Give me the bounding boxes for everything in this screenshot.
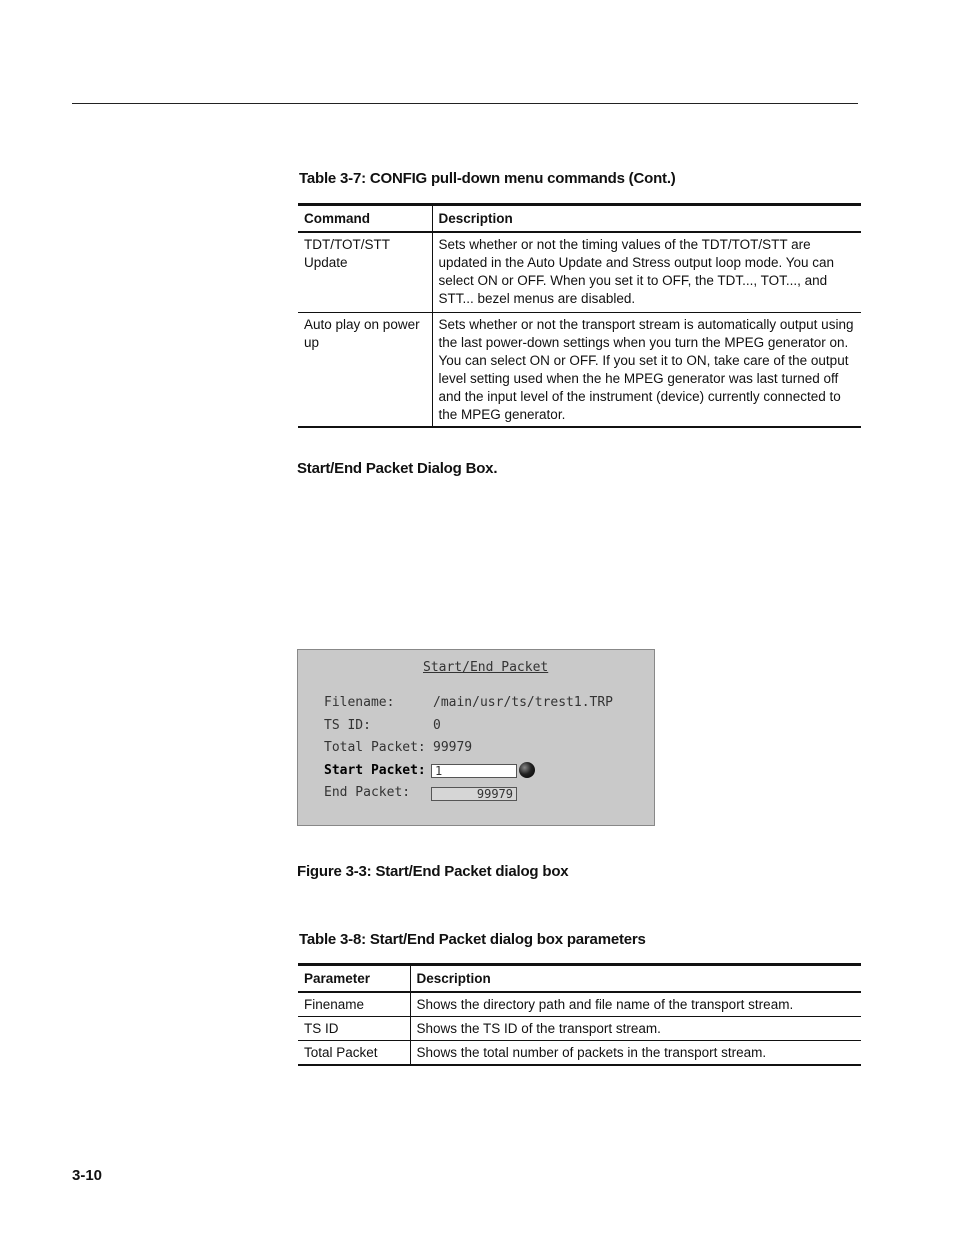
column-header-description: Description	[432, 205, 861, 233]
ts-id-label: TS ID:	[324, 718, 371, 733]
description-cell: Shows the TS ID of the transport stream.	[410, 1017, 861, 1041]
parameter-cell: Finename	[298, 992, 410, 1017]
table-3-7	[298, 203, 861, 428]
start-packet-input[interactable]: 1	[431, 764, 517, 778]
parameter-cell: TS ID	[298, 1017, 410, 1041]
column-header-description: Description	[410, 965, 861, 993]
start-end-packet-dialog	[297, 649, 655, 826]
table-header-row	[298, 965, 861, 993]
table-row	[298, 313, 861, 428]
column-header-command: Command	[298, 205, 432, 233]
description-cell: Shows the total number of packets in the transport stream.	[410, 1041, 861, 1066]
filename-value: /main/usr/ts/trest1.TRP	[433, 695, 614, 710]
header-rule	[72, 103, 858, 104]
end-packet-label: End Packet:	[324, 785, 411, 800]
start-packet-label: Start Packet:	[324, 763, 426, 778]
parameter-cell: Total Packet	[298, 1041, 410, 1066]
dialog-title: Start/End Packet	[423, 660, 549, 675]
ts-id-value: 0	[433, 718, 441, 733]
column-header-parameter: Parameter	[298, 965, 410, 993]
section-heading: Start/End Packet Dialog Box.	[297, 460, 498, 477]
table-3-7-caption: Table 3-7: CONFIG pull-down menu commands (Cont.)	[299, 170, 676, 187]
table-header-row	[298, 205, 861, 233]
total-packet-value: 99979	[433, 740, 473, 755]
table-3-8	[298, 963, 861, 1066]
table-row	[298, 992, 861, 1017]
filename-label: Filename:	[324, 695, 395, 710]
figure-caption: Figure 3-3: Start/End Packet dialog box	[297, 863, 569, 880]
command-cell: TDT/TOT/STT Update	[298, 232, 432, 313]
total-packet-label: Total Packet:	[324, 740, 426, 755]
page-number: 3-10	[72, 1167, 103, 1184]
table-row	[298, 232, 861, 313]
command-cell: Auto play on power up	[298, 313, 432, 428]
description-cell: Shows the directory path and file name of the transport stream.	[410, 992, 861, 1017]
table-3-8-caption: Table 3-8: Start/End Packet dialog box parameters	[299, 931, 646, 948]
end-packet-input[interactable]: 99979	[431, 787, 517, 801]
description-cell: Sets whether or not the timing values of the TDT/TOT/STT are updated in the Auto Update and Stress output loop mode. You can select ON or OFF. When you set it to OFF, the TDT..., TOT..., and STT... bezel menus are disabled.	[432, 232, 861, 313]
knob-icon[interactable]	[519, 762, 535, 778]
table-row	[298, 1017, 861, 1041]
description-cell: Sets whether or not the transport stream is automatically output using the last power-down settings when you turn the MPEG generator on. You can select ON or OFF. If you set it to ON, take care of the output level setting used when the he MPEG generator was last turned off and the input level of the instrument (device) currently connected to the MPEG generator.	[432, 313, 861, 428]
table-row	[298, 1041, 861, 1066]
